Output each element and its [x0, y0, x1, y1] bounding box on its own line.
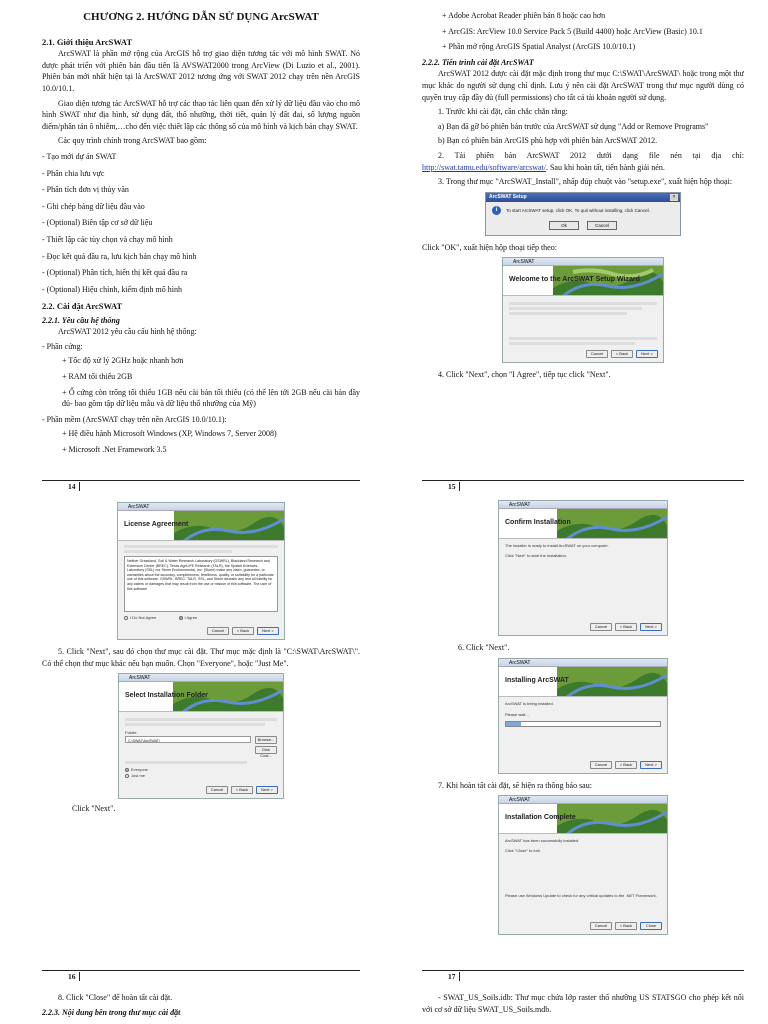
list-item: - (Optional) Biên tập cơ sở dữ liệu [42, 218, 153, 228]
just-me-label: Just me [131, 772, 146, 778]
paragraph: 6. Click "Next". [458, 643, 510, 652]
back-button[interactable]: < Back [615, 623, 637, 631]
not-agree-radio[interactable] [124, 616, 128, 620]
window-title: ArcSWAT [118, 503, 284, 511]
wizard-banner [118, 511, 284, 541]
agree-label: I Agree [184, 615, 198, 620]
next-button[interactable]: Next > [640, 761, 662, 769]
complete-window [498, 795, 668, 935]
download-link[interactable]: http://swat.tamu.edu/software/arcswat/ [422, 162, 546, 172]
cancel-button[interactable]: Cancel [207, 627, 229, 635]
just-me-radio[interactable] [125, 774, 129, 778]
page-number: 16 [68, 972, 80, 981]
installing-text: ArcSWAT is being installed. [505, 700, 554, 706]
list-item: + Microsoft .Net Framework 3.5 [62, 445, 167, 454]
back-button[interactable]: < Back [611, 350, 633, 358]
back-button[interactable]: < Back [231, 786, 253, 794]
confirm-window [498, 500, 668, 636]
complete-text: ArcSWAT has been successfully installed. [505, 838, 580, 844]
paragraph: Giao diện tương tác ArcSWAT hỗ trợ các thao tác liên quan đến xử lý dữ liệu đầu vào cho mô hình SWAT như địa hình, sử dụng đất, thổ nhưỡng, thời tiết, quản lý đất đai, số lượng nguồn điểm/phân tán ô nhiễm,…cho đến việc thiết lập các thông số của mô hình và kịch bản chạy SWAT. [42, 98, 360, 131]
step2-text: 2. Tải phiên bản ArcSWAT 2012 dưới dạng file nén tại địa chỉ: [438, 150, 744, 160]
page-19 [422, 988, 744, 1024]
paragraph: ArcSWAT 2012 yêu cầu cấu hình hệ thống: [58, 327, 197, 337]
list-item: + Adobe Acrobat Reader phiên bản 8 hoặc cao hơn [442, 11, 606, 20]
everyone-label: Everyone [131, 767, 148, 773]
wizard-buttons [590, 922, 662, 930]
next-button[interactable]: Next > [640, 623, 662, 631]
back-button[interactable]: < Back [232, 627, 254, 635]
wizard-title: Confirm Installation [505, 519, 571, 526]
page-footer [42, 480, 360, 490]
window-title: ArcSWAT [503, 258, 663, 266]
page-number: 17 [448, 972, 460, 981]
paragraph: 5. Click "Next", sau đó chọn thư mục cài đặt. Thư mục mặc định là "C:\SWAT\ArcSWAT\". Có thể chọn thư mục khác nếu bạn muốn. Chọn "Everyone", hoặc "Just Me". [42, 647, 360, 668]
wizard-body [499, 697, 667, 731]
paragraph: Các quy trình chính trong ArcSWAT bao gồm: [58, 136, 207, 146]
subsection-title: 2.2.3. Nội dung bên trong thư mục cài đặt [42, 1007, 181, 1017]
please-wait-text: Please wait... [505, 712, 529, 718]
wizard-title: Installation Complete [505, 814, 576, 822]
agree-options [124, 615, 278, 621]
not-agree-label: I Do Not Agree [130, 615, 157, 620]
cancel-button[interactable]: Cancel [587, 221, 617, 230]
landscape-graphic [557, 667, 667, 697]
confirm-text-2: Click "Next" to start the installation. [505, 552, 567, 558]
disk-cost-button[interactable]: Disk Cost... [255, 746, 277, 754]
complete-text-2: Click "Close" to exit. [505, 847, 541, 853]
folder-window [118, 673, 284, 799]
everyone-radio[interactable] [125, 768, 129, 772]
paragraph: Click "Next". [72, 804, 116, 814]
close-icon[interactable]: × [670, 194, 678, 201]
paragraph: ArcSWAT 2012 được cài đặt mặc định trong thư mục C:\SWAT\ArcSWAT\ hoặc trong một thư mục khác do người sử dụng chỉ định. Lưu ý nên cài đặt ArcSWAT trong thư mục người dùng có quyền truy cập đầy đủ (full permissions) cho tất cả tài khoản người sử dụng. [422, 69, 744, 102]
page-number: 14 [68, 482, 80, 491]
paragraph: 4. Click "Next", chọn "I Agree", tiếp tục click "Next". [438, 370, 611, 380]
paragraph: 8. Click "Close" để hoàn tất cài đặt. [58, 993, 173, 1002]
list-item: - (Optional) Phân tích, hiển thị kết quả đầu ra [42, 268, 188, 278]
cancel-button[interactable]: Cancel [590, 761, 612, 769]
folder-label: Folder: [125, 730, 138, 736]
wizard-body [499, 834, 667, 903]
back-button[interactable]: < Back [615, 922, 637, 930]
paragraph: 7. Khi hoàn tất cài đặt, sẽ hiện ra thông báo sau: [438, 780, 592, 790]
software-label: - Phần mềm (ArcSWAT chạy trên nền ArcGIS 10.0/10.1): [42, 414, 227, 424]
list-item: - (Optional) Hiệu chỉnh, kiểm định mô hình [42, 284, 182, 294]
cancel-button[interactable]: Cancel [586, 350, 608, 358]
info-icon: i [492, 206, 501, 215]
next-button[interactable]: Next > [256, 786, 278, 794]
wizard-title: License Agreement [124, 521, 189, 528]
page-footer [42, 970, 360, 980]
list-item: + Ổ cứng còn trống tối thiểu 1GB nếu cài bản tối thiểu (có thể lên tới 2GB nếu cài bản đầy đủ- bao gồm tập dữ liệu mẫu và dữ liệu thổ nhưỡng của Mỹ) [62, 387, 360, 409]
page-14 [42, 0, 360, 492]
paragraph: b) Bạn có phiên bản ArcGIS phù hợp với phiên bản ArcSWAT 2012. [438, 136, 658, 146]
wizard-banner [499, 804, 667, 834]
landscape-graphic [557, 509, 667, 539]
dialog-buttons [486, 216, 680, 235]
wizard-buttons [590, 623, 662, 631]
wizard-title: Welcome to the ArcSWAT Setup Wizard [509, 276, 640, 284]
list-item: - Đọc kết quả đầu ra, lưu kịch bản chạy mô hình [42, 251, 197, 261]
welcome-window [502, 257, 664, 363]
list-item: + ArcGIS: ArcView 10.0 Service Pack 5 (Build 4400) hoặc ArcView (Basic) 10.1 [442, 26, 703, 36]
wizard-banner [499, 667, 667, 697]
paragraph: a) Bạn đã gỡ bỏ phiên bản trước của ArcSWAT sử dụng "Add or Remove Programs" [438, 121, 709, 131]
wizard-body [118, 541, 284, 625]
license-textbox[interactable]: Neither Grassland, Soil & Water Research Laboratory (GSWRL), Blackland Research and Extension Center (BREC), Texas AgriLIFE Research (TALR), the Spatial Sciences Laboratory (SSL) nor Stone Environmental, Inc. (Stone) make any claim, guarantee, or warranties about the accuracy, completeness, timeliness, quality, or suitability for a particular use of this software. GSWRL, BREC, TALR, SSL, and Stone disclaim any and all liability for any claims or damages that may result from the use or misuse of this software. The user of this software [124, 556, 278, 612]
next-button[interactable]: Next > [636, 350, 658, 358]
setup-dialog [485, 192, 681, 236]
confirm-text: The installer is ready to install ArcSWAT on your computer. [505, 543, 609, 548]
step2-text-after: . Sau khi hoàn tất, tiến hành giải nén. [545, 162, 665, 172]
back-button[interactable]: < Back [615, 761, 637, 769]
wizard-buttons [590, 761, 662, 769]
complete-text-3: Please use Windows Update to check for any critical updates to the .NET Framework. [505, 893, 657, 899]
window-title: ArcSWAT [499, 796, 667, 804]
hardware-label: - Phần cứng: [42, 341, 83, 351]
folder-input[interactable]: C:\SWAT\ArcSWAT\ [125, 736, 251, 743]
wizard-buttons [586, 350, 658, 358]
window-title: ArcSWAT [119, 674, 283, 682]
wizard-banner [499, 509, 667, 539]
dialog-title: ArcSWAT Setup [486, 193, 680, 202]
agree-radio[interactable] [179, 616, 183, 620]
paragraph: ArcSWAT là phần mở rộng của ArcGIS hỗ trợ giao diện tương tác với mô hình SWAT. Nó được phát triển với phiên bản đầu tiên là AVSWAT2000 trong ArcView (Di Luzio et al., 2001). Phiên bản mới nhất hiện tại là ArcSWAT 2012 tương ứng với SWAT 2012 chạy trên nền ArcGIS 10.0/10.1. [42, 49, 360, 94]
cancel-button[interactable]: Cancel [590, 922, 612, 930]
close-button[interactable]: Close [640, 922, 662, 930]
window-title: ArcSWAT [499, 501, 667, 509]
page-footer [422, 970, 744, 980]
install-progress-bar [505, 721, 661, 727]
wizard-buttons [207, 627, 279, 635]
paragraph: - SWAT_US_Soils.idb: Thư mục chứa lớp raster thổ nhưỡng US STATSGO cho phép kết nối với cơ sở dữ liệu SWAT_US_Soils.mdb. [422, 993, 744, 1014]
dialog-message [486, 202, 680, 217]
cancel-button[interactable]: Cancel [206, 786, 228, 794]
list-item: - Phân tích đơn vị thủy văn [42, 185, 129, 195]
section-title: 2.2. Cài đặt ArcSWAT [42, 301, 123, 312]
wizard-body [499, 539, 667, 562]
list-item: - Ghi chép bảng dữ liệu đầu vào [42, 201, 145, 211]
subsection-title: 2.2.2. Tiến trình cài đặt ArcSWAT [422, 57, 534, 67]
paragraph: 1. Trước khi cài đặt, cần chắc chắn rằng: [438, 107, 568, 117]
paragraph: 3. Trong thư mục "ArcSWAT_Install", nhấp đúp chuột vào "setup.exe", xuất hiện hộp thoại: [438, 177, 733, 187]
next-button[interactable]: Next > [257, 627, 279, 635]
subsection-title: 2.2.1. Yêu cầu hệ thống [42, 315, 120, 325]
section-title: 2.1. Giới thiệu ArcSWAT [42, 36, 133, 47]
page-16 [42, 494, 360, 982]
process-list [42, 151, 360, 295]
chapter-title: CHƯƠNG 2. HƯỚNG DẪN SỬ DỤNG ArcSWAT [83, 11, 319, 23]
list-item: + Phần mở rộng ArcGIS Spatial Analyst (ArcGIS 10.0/10.1) [442, 42, 636, 52]
wizard-body [503, 296, 663, 351]
page-number: 15 [448, 482, 460, 491]
cancel-button[interactable]: Cancel [590, 623, 612, 631]
wizard-body [119, 712, 283, 782]
license-window [117, 502, 285, 640]
wizard-banner [503, 266, 663, 296]
list-item: - Tạo mới dự án SWAT [42, 152, 117, 161]
window-title: ArcSWAT [499, 659, 667, 667]
page-footer [422, 480, 744, 490]
list-item: + Tốc độ xử lý 2GHz hoặc nhanh hơn [62, 356, 184, 366]
dialog-message-text: To start ArcSWAT setup, click OK. To quit without installing, click Cancel. [506, 207, 650, 213]
page-18 [42, 988, 360, 1024]
landscape-graphic [174, 511, 284, 541]
paragraph: Click "OK", xuất hiện hộp thoại tiếp theo: [422, 242, 557, 252]
wizard-banner [119, 682, 283, 712]
paragraph [422, 150, 744, 173]
list-item: + RAM tối thiểu 2GB [62, 372, 133, 382]
installing-window [498, 658, 668, 774]
wizard-buttons [206, 786, 278, 794]
ok-button[interactable]: Ok [549, 221, 579, 230]
page-17 [422, 494, 744, 982]
list-item: - Thiết lập các tùy chọn và chạy mô hình [42, 234, 173, 244]
browse-button[interactable]: Browse... [255, 736, 277, 744]
page-15 [422, 0, 744, 492]
wizard-title: Select Installation Folder [125, 692, 208, 700]
list-item: + Hệ điều hành Microsoft Windows (XP, Windows 7, Server 2008) [62, 429, 277, 439]
list-item: - Phân chia lưu vực [42, 168, 105, 178]
wizard-title: Installing ArcSWAT [505, 676, 569, 684]
